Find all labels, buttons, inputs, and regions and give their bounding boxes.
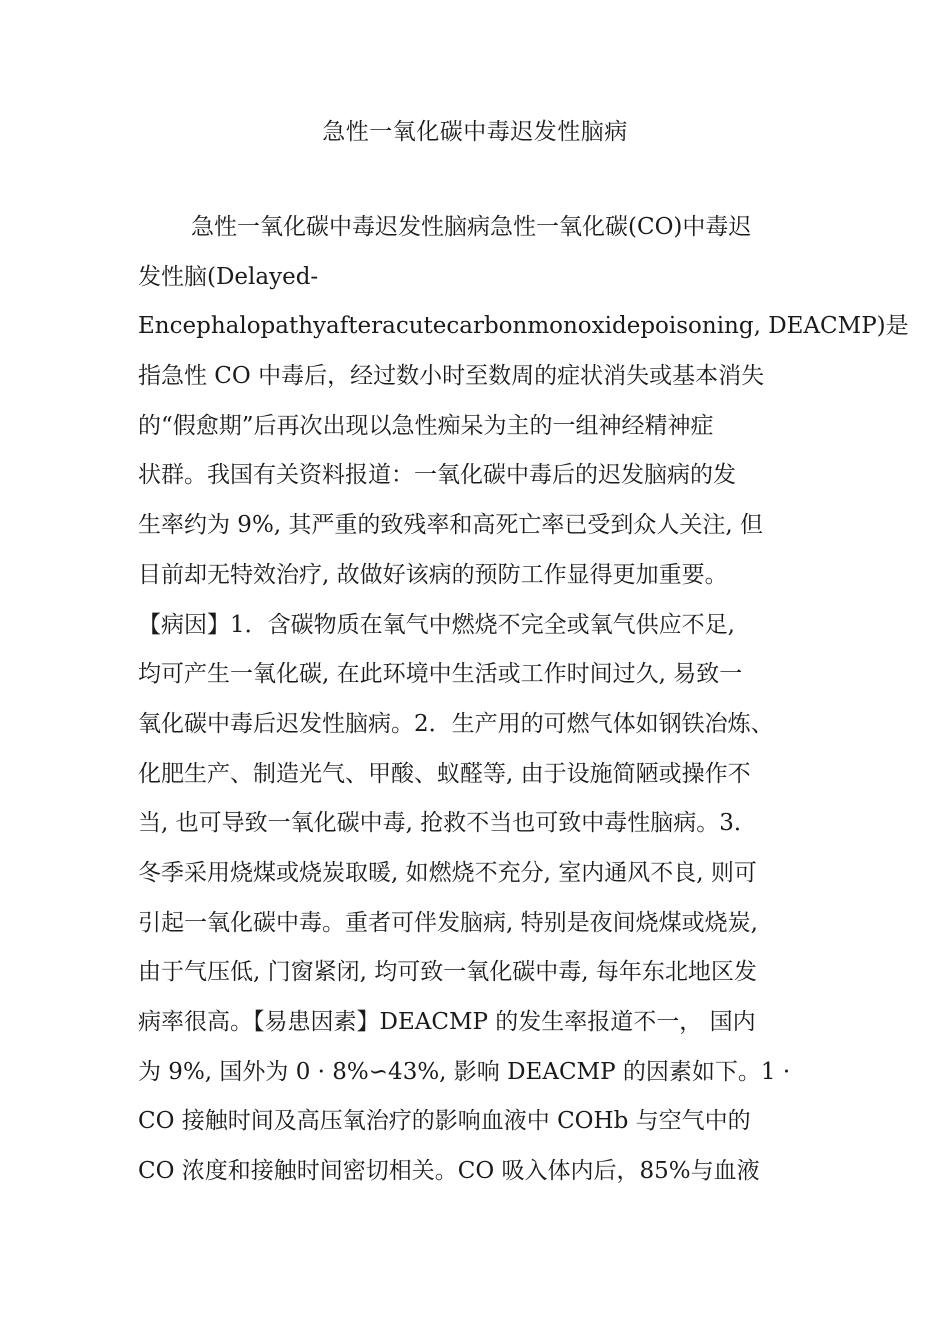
body-line: 化肥生产、制造光气、甲酸、蚁醛等, 由于设施简陋或操作不 <box>138 760 751 787</box>
body-line: 急性一氧化碳中毒迟发性脑病急性一氧化碳(CO)中毒迟 <box>191 214 752 240</box>
document-body <box>138 209 909 1203</box>
body-line: 状群。我国有关资料报道：一氧化碳中毒后的迟发脑病的发 <box>138 462 736 489</box>
body-line: 由于气压低, 门窗紧闭, 均可致一氧化碳中毒, 每年东北地区发 <box>138 959 757 986</box>
body-line: 【病因】1．含碳物质在氧气中燃烧不完全或氧气供应不足, <box>138 611 735 638</box>
body-line: 发性脑(Delayed- <box>138 263 319 290</box>
body-line: CO 接触时间及高压氧治疗的影响血液中 COHb 与空气中的 <box>138 1108 751 1135</box>
body-line: 的“假愈期”后再次出现以急性痴呆为主的一组神经精神症 <box>138 412 714 439</box>
body-line: CO 浓度和接触时间密切相关。CO 吸入体内后，85%与血液 <box>138 1158 760 1185</box>
body-line: 为 9%, 国外为 0 · 8%∽43%, 影响 DEACMP 的因素如下。1 · <box>138 1058 791 1085</box>
document-title: 急性一氧化碳中毒迟发性脑病 <box>322 119 628 145</box>
body-line: Encephalopathyafteracutecarbonmonoxidepoisoning, DEACMP)是 <box>138 313 909 340</box>
body-line: 当, 也可导致一氧化碳中毒, 抢救不当也可致中毒性脑病。3． <box>138 810 757 837</box>
body-line: 氧化碳中毒后迟发性脑病。2．生产用的可燃气体如钢铁冶炼、 <box>138 710 774 737</box>
body-line: 病率很高。【易患因素】DEACMP 的发生率报道不一， 国内 <box>138 1009 756 1035</box>
body-line: 生率约为 9%, 其严重的致残率和高死亡率已受到众人关注, 但 <box>138 512 764 539</box>
body-line: 冬季采用烧煤或烧炭取暖, 如燃烧不充分, 室内通风不良, 则可 <box>138 859 757 886</box>
body-line: 引起一氧化碳中毒。重者可伴发脑病, 特别是夜间烧煤或烧炭, <box>138 909 758 936</box>
body-line: 目前却无特效治疗, 故做好该病的预防工作显得更加重要。 <box>138 561 728 588</box>
body-line: 指急性 CO 中毒后，经过数小时至数周的症状消失或基本消失 <box>138 363 765 390</box>
body-line: 均可产生一氧化碳, 在此环境中生活或工作时间过久, 易致一 <box>138 661 743 688</box>
